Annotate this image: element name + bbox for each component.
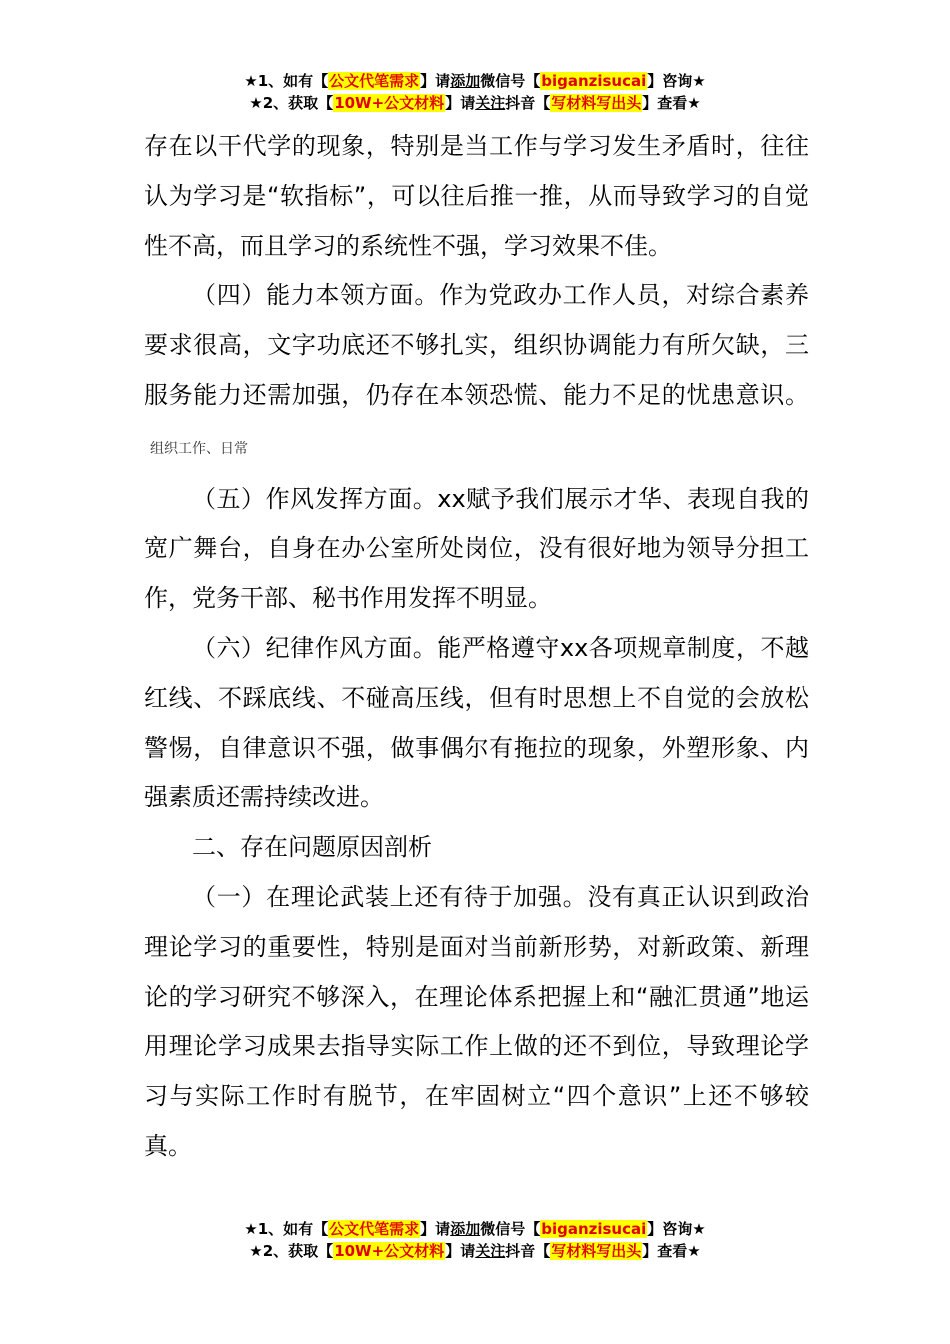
paragraph-theory: （一）在理论武装上还有待于加强。没有真正认识到政治理论学习的重要性，特别是面对当前新形势，对新政策、新理论的学习研究不够深入，在理论体系把握上和“融汇贯通”地运用理论学习成果去指导实际工作上做的还不到位，导致理论学习与实际工作时有脱节，在牢固树立“四个意识”上还不够较真。 — [144, 882, 809, 1160]
paragraph-ability — [144, 271, 809, 474]
paragraph-style: （五）作风发挥方面。xx赋予我们展示才华、表现自我的宽广舞台，自身在办公室所处岗位，没有很好地为领导分担工作，党务干部、秘书作用发挥不明显。 — [144, 484, 809, 613]
banner-underlined: 关注 — [475, 1242, 506, 1260]
banner-text: ★2、获取【 — [249, 1242, 334, 1260]
section-heading: 二、存在问题原因剖析 — [192, 833, 432, 862]
paragraph-discipline: （六）纪律作风方面。能严格遵守xx各项规章制度，不越红线、不踩底线、不碰高压线，但有时思想上不自觉的会放松警惕，自律意识不强，做事偶尔有拖拉的现象，外塑形象、内强素质还需持续改进。 — [144, 633, 809, 812]
banner-underlined: 添加 — [450, 1220, 481, 1238]
banner-text: 微信号【 — [480, 1220, 541, 1238]
document-body — [144, 122, 809, 1172]
footer-banner — [0, 1218, 950, 1262]
banner-text: 】查看★ — [642, 1242, 701, 1260]
highlight-materials: 10W+公文材料 — [334, 1242, 445, 1260]
header-banner — [0, 70, 950, 114]
inline-note: 组织工作、日常 — [150, 440, 248, 457]
banner-text: 】请 — [445, 94, 476, 112]
banner-underlined: 关注 — [475, 94, 506, 112]
banner-text: ★1、如有【 — [244, 1220, 329, 1238]
banner-text: 抖音【 — [505, 1242, 551, 1260]
banner-line-2 — [0, 92, 950, 114]
banner-text: 】查看★ — [642, 94, 701, 112]
highlight-douyin-account: 写材料写出头 — [551, 94, 642, 112]
banner-text: 微信号【 — [480, 72, 541, 90]
banner-line-1 — [0, 1218, 950, 1240]
banner-text: 】请 — [420, 1220, 451, 1238]
paragraph-ability-text: （四）能力本领方面。作为党政办工作人员，对综合素养要求很高，文字功底还不够扎实，组织协调能力有所欠缺，三服务能力还需加强，仍存在本领恐慌、能力不足的忧患意识。 — [144, 281, 809, 409]
highlight-wechat-id: biganzisucai — [541, 72, 647, 90]
banner-text: 】咨询★ — [647, 72, 706, 90]
highlight-materials: 10W+公文材料 — [334, 94, 445, 112]
banner-text: 】请 — [445, 1242, 476, 1260]
banner-line-1 — [0, 70, 950, 92]
banner-text: 】咨询★ — [647, 1220, 706, 1238]
paragraph-continued: 存在以干代学的现象，特别是当工作与学习发生矛盾时，往往认为学习是“软指标”，可以往后推一推，从而导致学习的自觉性不高，而且学习的系统性不强，学习效果不佳。 — [144, 132, 809, 260]
highlight-ghostwriting: 公文代笔需求 — [329, 72, 420, 90]
banner-underlined: 添加 — [450, 72, 481, 90]
banner-text: ★1、如有【 — [244, 72, 329, 90]
banner-text: 】请 — [420, 72, 451, 90]
banner-line-2 — [0, 1240, 950, 1262]
highlight-douyin-account: 写材料写出头 — [551, 1242, 642, 1260]
highlight-ghostwriting: 公文代笔需求 — [329, 1220, 420, 1238]
banner-text: 抖音【 — [505, 94, 551, 112]
highlight-wechat-id: biganzisucai — [541, 1220, 647, 1238]
banner-text: ★2、获取【 — [249, 94, 334, 112]
